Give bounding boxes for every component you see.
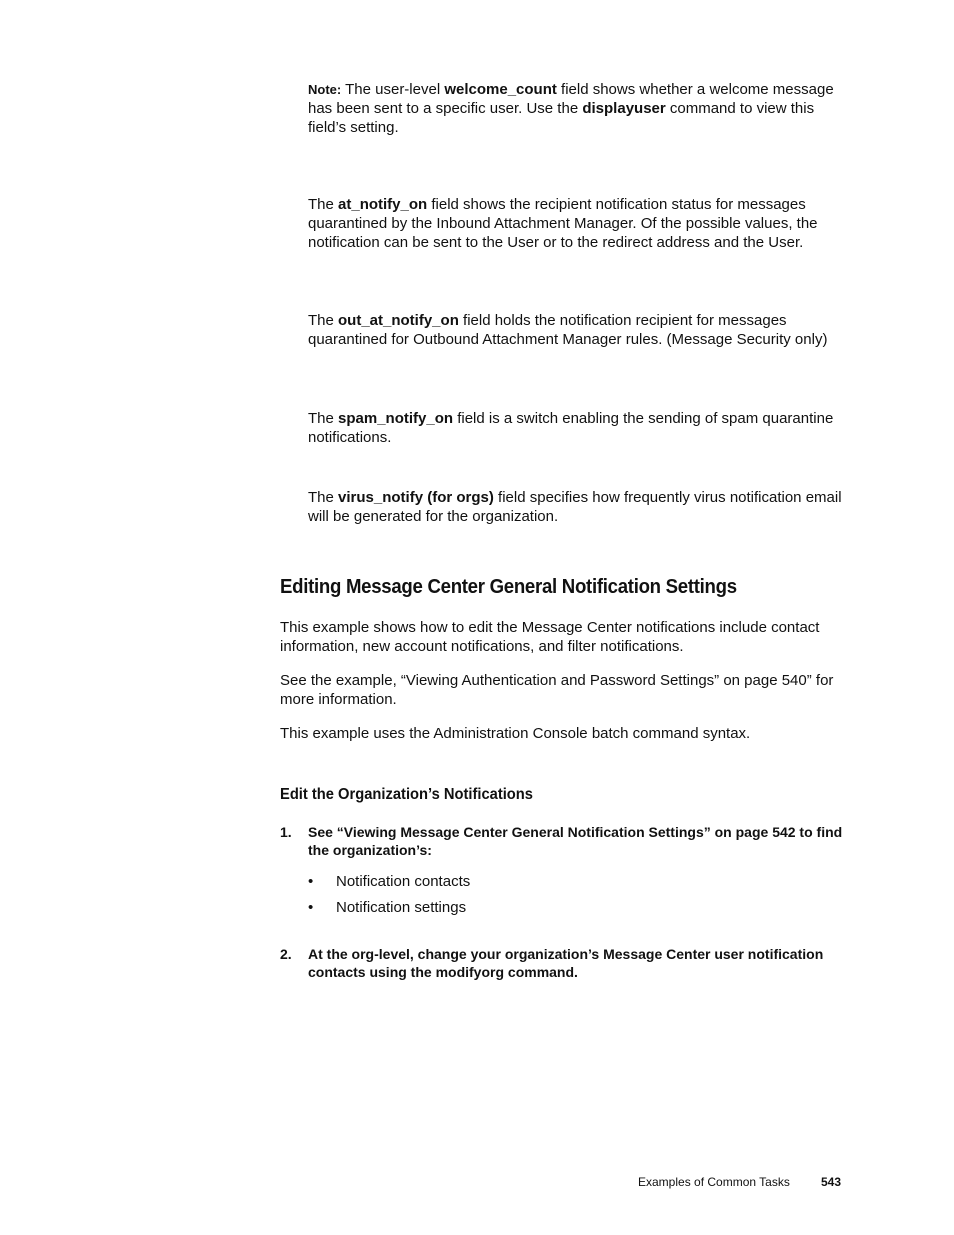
field-name: virus_notify (for orgs) bbox=[338, 489, 494, 506]
step-number: 2. bbox=[280, 946, 292, 962]
field-name: out_at_notify_on bbox=[338, 312, 459, 329]
list-item-text: Notification contacts bbox=[336, 873, 471, 890]
field-description: The spam_notify_on field is a switch enabling the sending of spam quarantine notifications. bbox=[308, 410, 834, 446]
list-item bbox=[308, 898, 828, 917]
command-name: displayuser bbox=[582, 100, 666, 117]
field-description: The virus_notify (for orgs) field specifies how frequently virus notification email will be generated for the organization. bbox=[308, 489, 842, 525]
field-description: The out_at_notify_on field holds the notification recipient for messages quarantined for Outbound Attachment Manager rules. (Message Security only) bbox=[308, 312, 828, 348]
field-description: The at_notify_on field shows the recipient notification status for messages quarantined by the Inbound Attachment Manager. Of the possible values, the notification can be sent to the User or to the redirect address and the User. bbox=[308, 196, 818, 251]
step-item bbox=[280, 823, 848, 859]
body-paragraph: This example uses the Administration Console batch command syntax. bbox=[280, 725, 751, 742]
bullet-icon: • bbox=[308, 873, 314, 890]
field-name: at_notify_on bbox=[338, 196, 428, 213]
field-name: spam_notify_on bbox=[338, 410, 454, 427]
list-item bbox=[308, 872, 828, 891]
body-paragraph: See the example, “Viewing Authentication and Password Settings” on page 540” for more information. bbox=[280, 672, 834, 708]
section-heading: Editing Message Center General Notification Settings bbox=[280, 576, 737, 598]
note-label: Note: bbox=[308, 82, 342, 97]
note-paragraph: Note: The user-level welcome_count field shows whether a welcome message has been sent to a specific user. Use the displayuser command to view this field’s setting. bbox=[308, 81, 834, 136]
subheading-wrap bbox=[280, 785, 780, 805]
step-number: 1. bbox=[280, 824, 292, 840]
body-paragraph: This example shows how to edit the Message Center notifications include contact information, new account notifications, and filter notifications. bbox=[280, 619, 820, 655]
field-name: welcome_count bbox=[444, 81, 557, 98]
footer-section-title: Examples of Common Tasks bbox=[638, 1175, 790, 1189]
step-text: See “Viewing Message Center General Notification Settings” on page 542 to find the organization’s: bbox=[308, 824, 843, 858]
list-item-text: Notification settings bbox=[336, 899, 467, 916]
bullet-icon: • bbox=[308, 899, 314, 916]
step-text: At the org-level, change your organization’s Message Center user notification contacts using the modifyorg command. bbox=[308, 946, 824, 980]
step-item bbox=[280, 945, 848, 981]
section-heading-wrap bbox=[280, 575, 880, 599]
page-number: 543 bbox=[821, 1175, 842, 1189]
subheading: Edit the Organization’s Notifications bbox=[280, 786, 533, 803]
